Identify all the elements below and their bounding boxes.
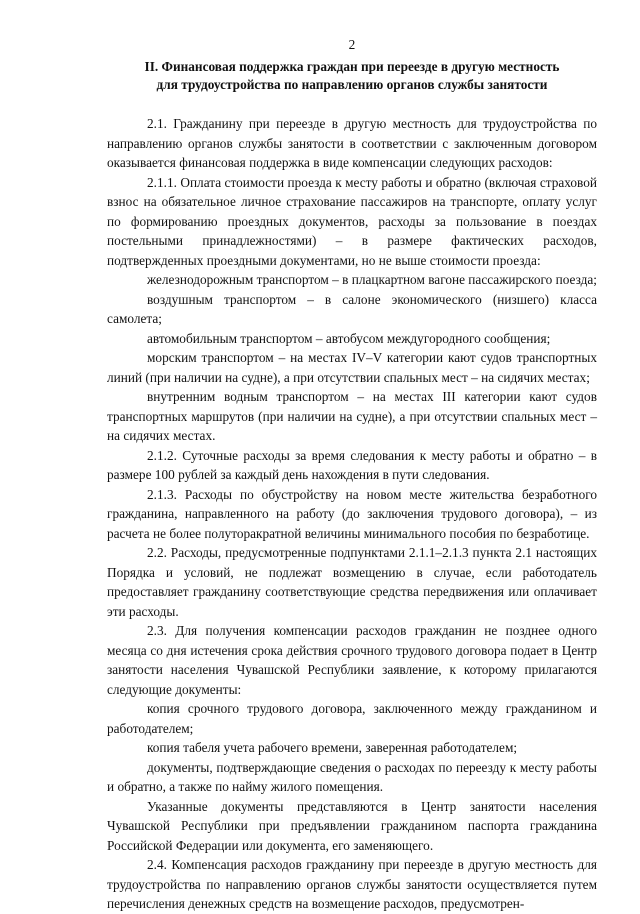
paragraph-road-transport: автомобильным транспортом – автобусом междугородного сообщения; [147,330,551,346]
section-title [107,58,597,94]
section-title-line-1: II. Финансовая поддержка граждан при переезде в другую местность [144,59,560,74]
paragraph-documents-submission: Указанные документы представляются в Центр занятости населения Чувашской Республики при предъявлении гражданином паспорта гражданина Российской Федерации или документа, его заменяющего. [107,798,597,853]
paragraph-expense-documents: документы, подтверждающие сведения о расходах по переезду к месту работы и обратно, а также по найму жилого помещения. [107,759,597,794]
paragraph-2-1-2: 2.1.2. Суточные расходы за время следования к месту работы и обратно – в размере 100 рублей за каждый день нахождения в пути следования. [107,447,597,482]
paragraph-2-1-3: 2.1.3. Расходы по обустройству на новом месте жительства безработного гражданина, направленного на работу (до заключения трудового договора), – из расчета не более полуторакратной величины минимального пособия по безработице. [107,486,597,541]
paragraph-2-2: 2.2. Расходы, предусмотренные подпунктами 2.1.1–2.1.3 пункта 2.1 настоящих Порядка и условий, не подлежат возмещению в случае, если работодатель предоставляет гражданину соответствующие средства передвижения или оплачивает эти расходы. [107,545,597,619]
paragraph-sea-transport: морским транспортом – на местах IV–V категории кают судов транспортных линий (при наличии на судне), а при отсутствии спальных мест – на сидячих местах; [107,350,597,385]
paragraph-2-1-1: 2.1.1. Оплата стоимости проезда к месту работы и обратно (включая страховой взнос на обязательное личное страхование пассажиров на транспорте, оплату услуг по формированию проездных документов, расходы за пользование в поездах постельными принадлежностями) – в размере фактических расходов, подтвержденных проездными документами, но не выше стоимости проезда: [107,174,597,268]
paragraph-2-4: 2.4. Компенсация расходов гражданину при переезде в другую местность для трудоустройства по направлению органов службы занятости осуществляется путем перечисления денежных средств на возмещение расходов, предусмотрен- [107,857,597,911]
paragraph-2-1: 2.1. Гражданину при переезде в другую местность для трудоустройства по направлению органов службы занятости в соответствии с заключенным договором оказывается финансовая поддержка в виде компенсации следующих расходов: [107,116,597,170]
paragraph-timesheet-copy: копия табеля учета рабочего времени, заверенная работодателем; [147,740,518,755]
paragraph-inland-water-transport: внутренним водным транспортом – на местах III категории кают судов транспортных маршрутов (при наличии на судне), а при отсутствии спальных мест – на сидячих местах. [107,389,597,443]
document-body [107,114,597,914]
page-number: 2 [348,37,356,52]
paragraph-2-3: 2.3. Для получения компенсации расходов гражданин не позднее одного месяца со дня истечения срока действия срочного трудового договора подает в Центр занятости населения Чувашской Республики заявление, к которому прилагаются следующие документы: [107,623,597,697]
paragraph-rail-transport: железнодорожным транспортом – в плацкартном вагоне пассажирского поезда; [147,272,597,287]
section-title-line-2: для трудоустройства по направлению органов службы занятости [156,77,548,92]
document-page [107,36,597,914]
paragraph-air-transport: воздушным транспортом – в салоне экономического (низшего) класса самолета; [107,291,597,326]
paragraph-contract-copy: копия срочного трудового договора, заключенного между гражданином и работодателем; [107,701,597,736]
